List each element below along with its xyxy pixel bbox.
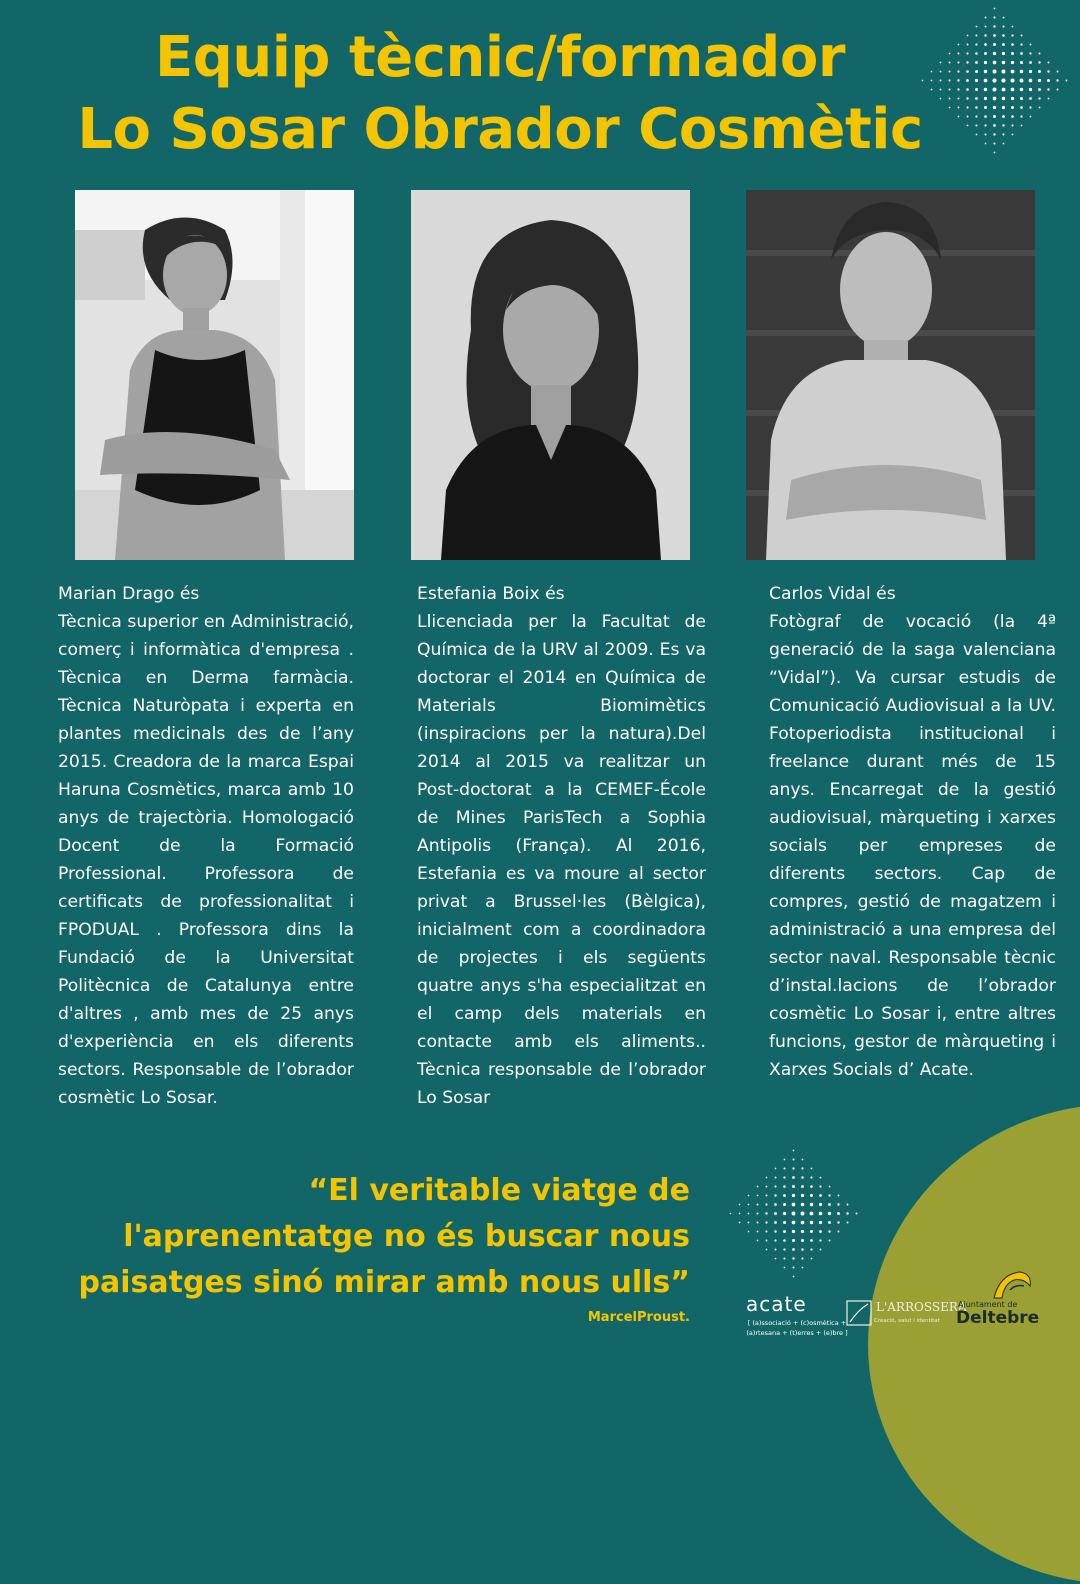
halftone-dot xyxy=(793,1150,795,1152)
halftone-dot xyxy=(1057,89,1059,91)
halftone-dot xyxy=(819,1221,822,1224)
quote-line-2: l'aprenentatge no és buscar nous xyxy=(123,1219,690,1254)
halftone-dot xyxy=(810,1185,813,1188)
halftone-dot xyxy=(765,1203,767,1205)
halftone-dot xyxy=(1011,34,1013,36)
halftone-dot xyxy=(1002,133,1004,135)
halftone-dot xyxy=(1021,35,1023,37)
halftone-dot xyxy=(792,1158,794,1160)
halftone-dot xyxy=(1047,79,1050,82)
halftone-dot xyxy=(846,1212,848,1214)
halftone-dot xyxy=(774,1221,777,1224)
halftone-dot xyxy=(783,1239,786,1242)
halftone-dot xyxy=(1029,52,1031,54)
halftone-dot xyxy=(1038,61,1040,63)
halftone-dot xyxy=(792,1203,796,1207)
halftone-dot xyxy=(748,1195,750,1197)
halftone-dot xyxy=(765,1230,767,1232)
halftone-dot xyxy=(810,1239,813,1242)
halftone-dot xyxy=(1020,97,1023,100)
halftone-dot xyxy=(1029,61,1032,64)
halftone-dot xyxy=(1002,97,1006,101)
member-bio: Tècnica superior en Administració, comerç i informàtica d'empresa . Tècnica en Derma farmàcia. Tècnica Naturòpata i experta en plantes medicinals des de l’any 2015. Creadora de la marca Espai Haruna Cosmètics, marca amb 10 anys de trajectòria. Homologació Docent de la Formació Professional. Professora de certificats de professionalitat i FPODUAL . Professora dins la Fundació de la Universitat Politècnica de Catalunya entre d'altres , amb mes de 25 anys d'experiència en els diferents sectors. Responsable de l’obrador cosmètic Lo Sosar. xyxy=(58,612,354,1108)
halftone-dot xyxy=(748,1213,750,1215)
halftone-dot xyxy=(784,1159,786,1161)
halftone-dot xyxy=(1002,25,1004,27)
halftone-dot xyxy=(819,1194,822,1197)
halftone-dot xyxy=(985,17,987,19)
halftone-dot xyxy=(828,1230,830,1232)
halftone-dot xyxy=(774,1239,776,1241)
halftone-dot xyxy=(1002,34,1005,37)
halftone-dot xyxy=(775,1249,777,1251)
halftone-dot xyxy=(810,1212,814,1216)
halftone-dot xyxy=(1038,88,1041,91)
halftone-dot xyxy=(1003,143,1005,145)
halftone-dot xyxy=(774,1194,776,1196)
halftone-dot xyxy=(766,1186,768,1188)
quote-line-1: “El veritable viatge de xyxy=(308,1173,690,1208)
halftone-dot xyxy=(783,1230,786,1233)
halftone-dot xyxy=(765,1212,767,1214)
halftone-dot xyxy=(748,1204,750,1206)
halftone-dot xyxy=(810,1194,813,1197)
halftone-dot xyxy=(1030,116,1032,118)
halftone-dot xyxy=(819,1230,822,1233)
deltebre-prefix: Ajuntament de xyxy=(958,1300,1018,1309)
halftone-dot xyxy=(1020,52,1023,55)
halftone-dot xyxy=(792,1257,794,1259)
halftone-dot xyxy=(1020,106,1023,109)
halftone-dot xyxy=(819,1212,823,1216)
halftone-dot xyxy=(1010,78,1014,82)
halftone-dot xyxy=(1038,79,1041,82)
halftone-dot xyxy=(828,1212,831,1215)
halftone-dot xyxy=(994,8,996,10)
halftone-dot xyxy=(1057,71,1059,73)
halftone-dot xyxy=(1012,26,1014,28)
halftone-dot xyxy=(739,1204,741,1206)
halftone-dot xyxy=(1039,53,1041,55)
halftone-dot xyxy=(828,1221,831,1224)
halftone-dot xyxy=(810,1221,813,1224)
halftone-dot xyxy=(837,1212,840,1215)
halftone-dot xyxy=(748,1231,750,1233)
member-bio: Fotògraf de vocació (la 4ª generació de la saga valenciana “Vidal”). Va cursar estudis de Comunicació Audiovisual a la UV. Fotoperiodista institucional i freelance durant més de 15 anys. Encarregat de la gestió audiovisual, màrqueting i xarxes socials per empreses de diferents sectors. Cap de compres, gestió de magatzem i administració a una empresa del sector naval. Responsable tècnic d’instal.lacions de l’obrador cosmètic Lo Sosar i, entre altres funcions, gestor de màrqueting i Xarxes Socials d’ Acate. xyxy=(769,612,1056,1080)
halftone-dot xyxy=(1048,98,1050,100)
halftone-dot xyxy=(1011,52,1014,55)
halftone-dot xyxy=(847,1222,849,1224)
bio-carlos-vidal xyxy=(769,580,1056,1084)
halftone-dot xyxy=(783,1212,786,1215)
halftone-dot xyxy=(801,1257,803,1259)
photo-carlos-vidal xyxy=(746,190,1035,560)
halftone-dot xyxy=(819,1185,821,1187)
deltebre-emblem-icon xyxy=(990,1268,1034,1304)
halftone-dot xyxy=(775,1177,777,1179)
halftone-dot xyxy=(1038,97,1040,99)
halftone-dot xyxy=(1011,88,1015,92)
halftone-dot xyxy=(783,1185,786,1188)
decorative-circle xyxy=(868,1104,1080,1584)
halftone-dot xyxy=(1002,43,1005,46)
halftone-dot xyxy=(801,1230,804,1233)
halftone-dot xyxy=(810,1248,812,1250)
halftone-dot xyxy=(820,1177,822,1179)
halftone-dot xyxy=(819,1239,821,1241)
halftone-dot xyxy=(1012,134,1014,136)
halftone-dot xyxy=(783,1203,786,1206)
acate-tagline xyxy=(732,1318,862,1338)
halftone-dot xyxy=(1002,115,1005,118)
halftone-dot xyxy=(801,1167,803,1169)
halftone-dot xyxy=(792,1230,795,1233)
halftone-dot xyxy=(792,1212,796,1216)
deltebre-logo: Deltebre xyxy=(956,1308,1040,1328)
halftone-dot xyxy=(802,1267,804,1269)
halftone-dot xyxy=(774,1185,776,1187)
halftone-dot xyxy=(1020,79,1024,83)
halftone-dot xyxy=(774,1203,777,1206)
dot-pattern-bottom xyxy=(726,1146,862,1282)
halftone-dot xyxy=(774,1230,776,1232)
halftone-dot xyxy=(1029,88,1032,91)
halftone-dot xyxy=(828,1203,831,1206)
page-title xyxy=(0,22,1000,166)
halftone-dot xyxy=(792,1194,795,1197)
halftone-dot xyxy=(730,1213,732,1215)
member-name: Marian Drago és xyxy=(58,584,200,604)
halftone-dot xyxy=(792,1239,795,1242)
halftone-dot xyxy=(801,1176,804,1179)
halftone-dot xyxy=(1020,115,1022,117)
halftone-dot xyxy=(766,1240,768,1242)
acate-tagline-line-1: [ (a)ssociació + (c)osmètica + xyxy=(747,1319,847,1327)
bio-estefania-boix xyxy=(417,580,706,1112)
quote-line-3: paisatges sinó mirar amb nous ulls” xyxy=(78,1265,690,1300)
halftone-dot xyxy=(801,1203,805,1207)
quote-author: MarcelProust. xyxy=(587,1310,690,1325)
title-line-1: Equip tècnic/formador xyxy=(155,25,845,90)
halftone-dot xyxy=(1039,107,1041,109)
halftone-dot xyxy=(1066,80,1068,82)
halftone-dot xyxy=(828,1194,830,1196)
member-name: Estefania Boix és xyxy=(417,584,565,604)
halftone-dot xyxy=(756,1212,758,1214)
halftone-dot xyxy=(765,1221,767,1223)
halftone-dot xyxy=(757,1204,759,1206)
halftone-dot xyxy=(793,1276,795,1278)
halftone-dot xyxy=(766,1249,768,1251)
halftone-dot xyxy=(993,16,995,18)
member-bio: Llicenciada per la Facultat de Química de la URV al 2009. Es va doctorar el 2014 en Química de Materials Biomimètics (inspiracions per la natura).Del 2014 al 2015 va realitzar un Post-doctorat a la CEMEF-École de Mines ParisTech a Sophia Antipolis (França). Al 2016, Estefania es va moure al sector privat a Brussel·les (Bèlgica), inicialment com a coordinadora de projectes i els següents quatre anys s'ha especialitzat en el camp dels materials en contacte amb els aliments.. Tècnica responsable de l’obrador Lo Sosar xyxy=(417,612,706,1108)
halftone-dot xyxy=(819,1203,822,1206)
halftone-dot xyxy=(810,1230,813,1233)
halftone-dot xyxy=(1048,62,1050,64)
halftone-dot xyxy=(1011,124,1013,126)
halftone-dot xyxy=(784,1168,786,1170)
halftone-dot xyxy=(837,1203,839,1205)
halftone-dot xyxy=(1029,79,1033,83)
halftone-dot xyxy=(1011,106,1014,109)
halftone-dot xyxy=(1029,106,1031,108)
halftone-dot xyxy=(1002,61,1006,65)
halftone-dot xyxy=(801,1194,804,1197)
halftone-dot xyxy=(1002,70,1006,74)
halftone-dot xyxy=(792,1221,796,1225)
halftone-dot xyxy=(1011,61,1014,64)
halftone-dot xyxy=(1011,97,1014,100)
halftone-dot xyxy=(801,1221,805,1225)
halftone-dot xyxy=(1001,78,1005,82)
halftone-dot xyxy=(783,1248,785,1250)
halftone-dot xyxy=(810,1203,813,1206)
halftone-dot xyxy=(792,1248,795,1251)
halftone-dot xyxy=(811,1258,813,1260)
halftone-dot xyxy=(847,1204,849,1206)
halftone-dot xyxy=(1056,79,1058,81)
halftone-dot xyxy=(784,1267,786,1269)
arrossera-tagline: Creació, salut i identitat xyxy=(874,1318,940,1324)
photo-marian-drago xyxy=(75,190,354,560)
halftone-dot xyxy=(1020,70,1024,74)
halftone-dot xyxy=(774,1212,777,1215)
halftone-dot xyxy=(766,1177,768,1179)
halftone-dot xyxy=(1020,43,1022,45)
halftone-dot xyxy=(838,1231,840,1233)
halftone-dot xyxy=(792,1167,794,1169)
halftone-dot xyxy=(783,1257,785,1259)
halftone-dot xyxy=(811,1168,813,1170)
halftone-dot xyxy=(765,1194,767,1196)
member-name: Carlos Vidal és xyxy=(769,584,896,604)
halftone-dot xyxy=(739,1222,741,1224)
halftone-dot xyxy=(783,1194,786,1197)
halftone-dot xyxy=(783,1176,785,1178)
halftone-dot xyxy=(856,1213,858,1215)
title-line-2: Lo Sosar Obrador Cosmètic xyxy=(77,97,923,162)
halftone-dot xyxy=(1047,88,1049,90)
halftone-dot xyxy=(802,1159,804,1161)
halftone-dot xyxy=(801,1239,804,1242)
halftone-dot xyxy=(1011,115,1014,118)
halftone-dot xyxy=(837,1221,839,1223)
acate-tagline-line-2: (a)rtesana + (t)erres + (e)bre ] xyxy=(746,1329,848,1337)
halftone-dot xyxy=(829,1186,831,1188)
arrossera-logo: L'ARROSSERA xyxy=(876,1300,967,1314)
halftone-dot xyxy=(792,1176,795,1179)
halftone-dot xyxy=(829,1240,831,1242)
halftone-dot xyxy=(1002,88,1006,92)
halftone-dot xyxy=(775,1168,777,1170)
halftone-dot xyxy=(775,1258,777,1260)
halftone-dot xyxy=(1011,70,1015,74)
halftone-dot xyxy=(739,1213,741,1215)
photo-estefania-boix xyxy=(411,190,690,560)
halftone-dot xyxy=(801,1248,804,1251)
halftone-dot xyxy=(1029,97,1032,100)
halftone-dot xyxy=(1011,43,1014,46)
halftone-dot xyxy=(757,1186,759,1188)
halftone-dot xyxy=(1021,125,1023,127)
halftone-dot xyxy=(748,1222,750,1224)
halftone-dot xyxy=(1020,88,1023,91)
halftone-dot xyxy=(757,1240,759,1242)
halftone-dot xyxy=(1047,70,1049,72)
halftone-dot xyxy=(792,1185,795,1188)
halftone-dot xyxy=(1038,70,1041,73)
bio-marian-drago xyxy=(58,580,354,1112)
halftone-dot xyxy=(1020,61,1023,64)
halftone-dot xyxy=(1002,106,1005,109)
halftone-dot xyxy=(1029,70,1032,73)
halftone-dot xyxy=(757,1231,759,1233)
halftone-dot xyxy=(757,1195,759,1197)
arrossera-logo-icon xyxy=(846,1300,872,1326)
halftone-dot xyxy=(801,1185,804,1188)
halftone-dot xyxy=(1002,124,1004,126)
halftone-dot xyxy=(820,1249,822,1251)
halftone-dot xyxy=(1003,17,1005,19)
halftone-dot xyxy=(838,1195,840,1197)
quote xyxy=(40,1168,690,1306)
acate-logo: acate xyxy=(746,1292,807,1316)
halftone-dot xyxy=(801,1212,805,1216)
halftone-dot xyxy=(1030,44,1032,46)
halftone-dot xyxy=(792,1266,794,1268)
halftone-dot xyxy=(783,1221,786,1224)
halftone-dot xyxy=(1002,52,1005,55)
halftone-dot xyxy=(810,1176,812,1178)
halftone-dot xyxy=(757,1222,759,1224)
